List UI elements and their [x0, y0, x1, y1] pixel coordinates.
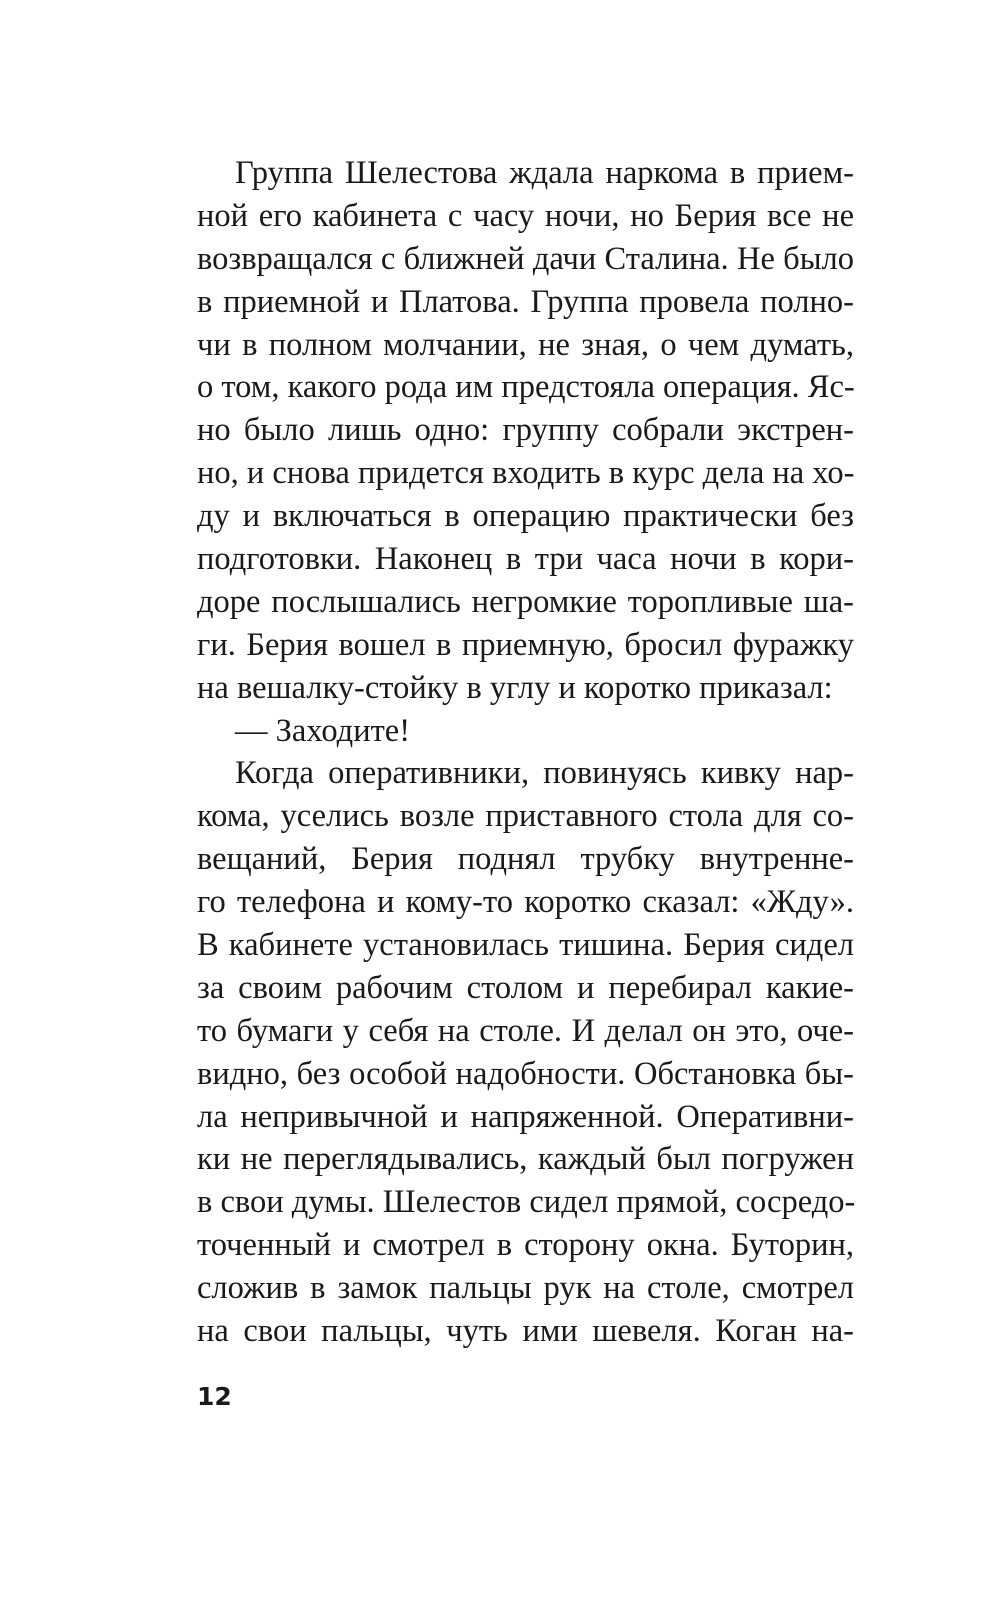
body-text: [197, 152, 854, 1353]
text-line: ной его кабинета с часу ночи, но Берия все не: [197, 197, 854, 234]
text-line: за своим рабочим столом и перебирал какие-: [197, 969, 854, 1006]
text-line: ги. Берия вошел в приемную, бросил фуражку: [197, 626, 854, 663]
text-line: В кабинете установилась тишина. Берия сидел: [197, 927, 854, 964]
text-line: ла непривычной и напряженной. Оперативни-: [197, 1098, 854, 1135]
text-line: в приемной и Платова. Группа провела полно-: [197, 283, 854, 320]
text-line: сложив в замок пальцы рук на столе, смотрел: [197, 1270, 854, 1307]
text-line: возвращался с ближней дачи Сталина. Не было: [197, 240, 854, 277]
text-line: ду и включаться в операцию практически без: [197, 498, 854, 535]
text-line: Когда оперативники, повинуясь кивку нар-: [235, 755, 854, 792]
page-number: 12: [197, 1382, 232, 1411]
text-line: видно, без особой надобности. Обстановка бы-: [197, 1055, 854, 1092]
text-line: точенный и смотрел в сторону окна. Буторин,: [197, 1227, 854, 1264]
text-line: — Заходите!: [235, 712, 411, 749]
text-line: доре послышались негромкие торопливые ша-: [197, 583, 854, 620]
text-line: в свои думы. Шелестов сидел прямой, сосредо-: [197, 1184, 856, 1221]
text-line: вещаний, Берия поднял трубку внутренне-: [197, 841, 854, 878]
text-line: ки не переглядывались, каждый был погружен: [197, 1141, 854, 1178]
text-line: го телефона и кому-то коротко сказал: «Жду».: [197, 884, 854, 921]
text-line: кома, уселись возле приставного стола для со-: [197, 798, 854, 835]
text-line: о том, какого рода им предстояла операция. Яс-: [197, 369, 855, 406]
text-line: но было лишь одно: группу собрали экстрен-: [197, 412, 854, 449]
text-line: но, и снова придется входить в курс дела на хо-: [197, 455, 855, 492]
text-line: Группа Шелестова ждала наркома в прием-: [235, 155, 854, 191]
text-line: на вешалку-стойку в углу и коротко приказал:: [197, 669, 833, 706]
text-line: на свои пальцы, чуть ими шевеля. Коган на-: [197, 1313, 854, 1350]
text-line: то бумаги у себя на столе. И делал он это, оче-: [197, 1012, 854, 1049]
text-line: подготовки. Наконец в три часа ночи в кори-: [197, 541, 854, 578]
text-line: чи в полном молчании, не зная, о чем думать,: [197, 326, 854, 363]
